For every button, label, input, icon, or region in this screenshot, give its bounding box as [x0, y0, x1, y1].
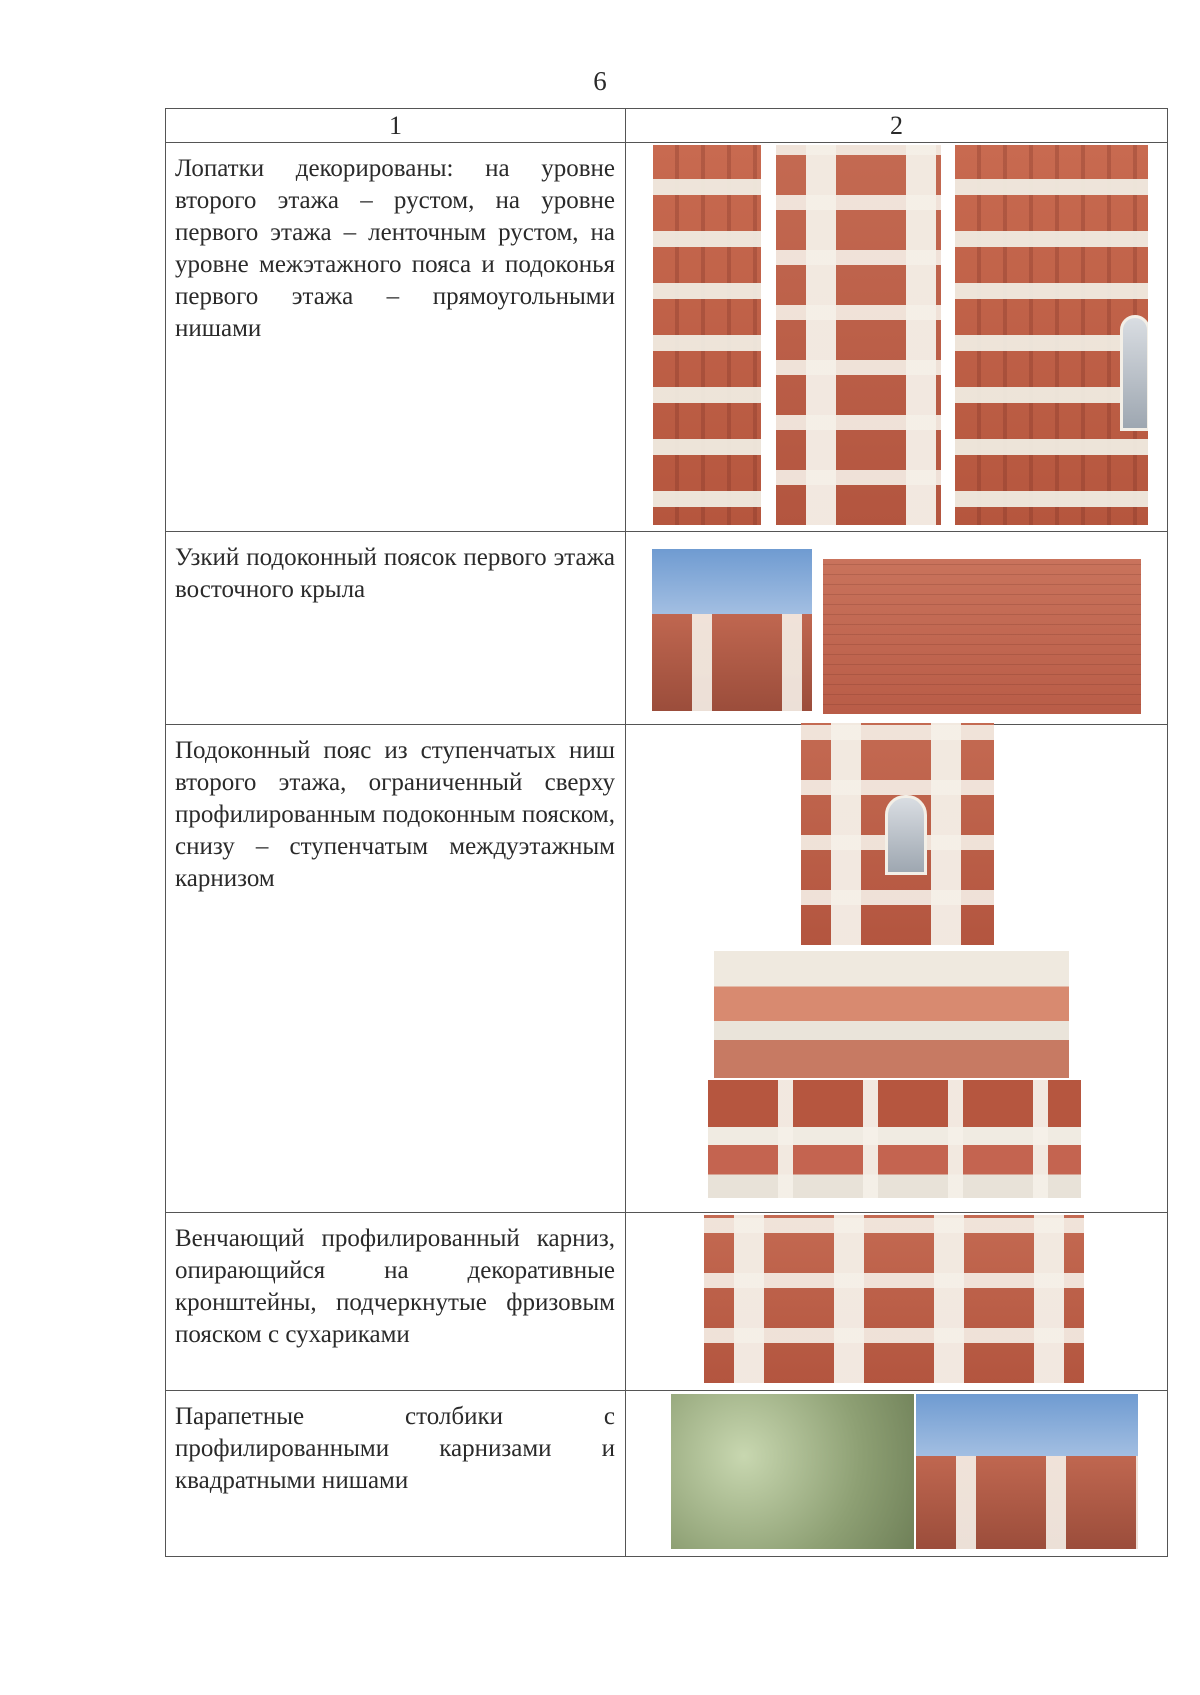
- row-photos: [626, 1213, 1168, 1391]
- crowning-cornice-photo: [704, 1215, 1084, 1383]
- east-wing-photo: [652, 549, 812, 711]
- table-row: [166, 143, 1168, 532]
- stepped-niches-photo-2: [714, 951, 1069, 1078]
- page-number: 6: [593, 66, 607, 96]
- window-sill-band-photo: [823, 559, 1141, 714]
- stepped-niches-photo-1: [801, 723, 994, 945]
- table-row: [166, 1391, 1168, 1557]
- pilaster-photo-1: [653, 145, 761, 525]
- column-header-1: 1: [166, 109, 626, 143]
- table-header-row: [166, 109, 1168, 143]
- stepped-niches-photo-3: [708, 1080, 1081, 1198]
- facade-elements-table: [165, 108, 1168, 1557]
- table-row: [166, 532, 1168, 725]
- table-row: [166, 1213, 1168, 1391]
- pilaster-photo-2: [776, 145, 941, 525]
- table-row: [166, 725, 1168, 1213]
- row-photos: [626, 1391, 1168, 1557]
- row-description: Венчающий профилированный карниз, опирающийся на декоративные кронштейны, подчеркнутые фризовым пояском с сухариками: [166, 1213, 626, 1391]
- parapet-posts-photo-1: [671, 1394, 914, 1549]
- pilaster-photo-3: [955, 145, 1148, 525]
- row-description: Подоконный пояс из ступенчатых ниш второго этажа, ограниченный сверху профилированным подоконным пояском, снизу – ступенчатым междуэтажным карнизом: [166, 725, 626, 1213]
- row-description: Узкий подоконный поясок первого этажа восточного крыла: [166, 532, 626, 725]
- row-photos: [626, 725, 1168, 1213]
- row-photos: [626, 143, 1168, 532]
- row-description: Парапетные столбики с профилированными карнизами и квадратными нишами: [166, 1391, 626, 1557]
- column-header-2: 2: [626, 109, 1168, 143]
- row-description: Лопатки декорированы: на уровне второго этажа – рустом, на уровне первого этажа – ленточным рустом, на уровне межэтажного пояса и подоконья первого этажа – прямоугольными нишами: [166, 143, 626, 532]
- parapet-posts-photo-2: [916, 1394, 1138, 1549]
- row-photos: [626, 532, 1168, 725]
